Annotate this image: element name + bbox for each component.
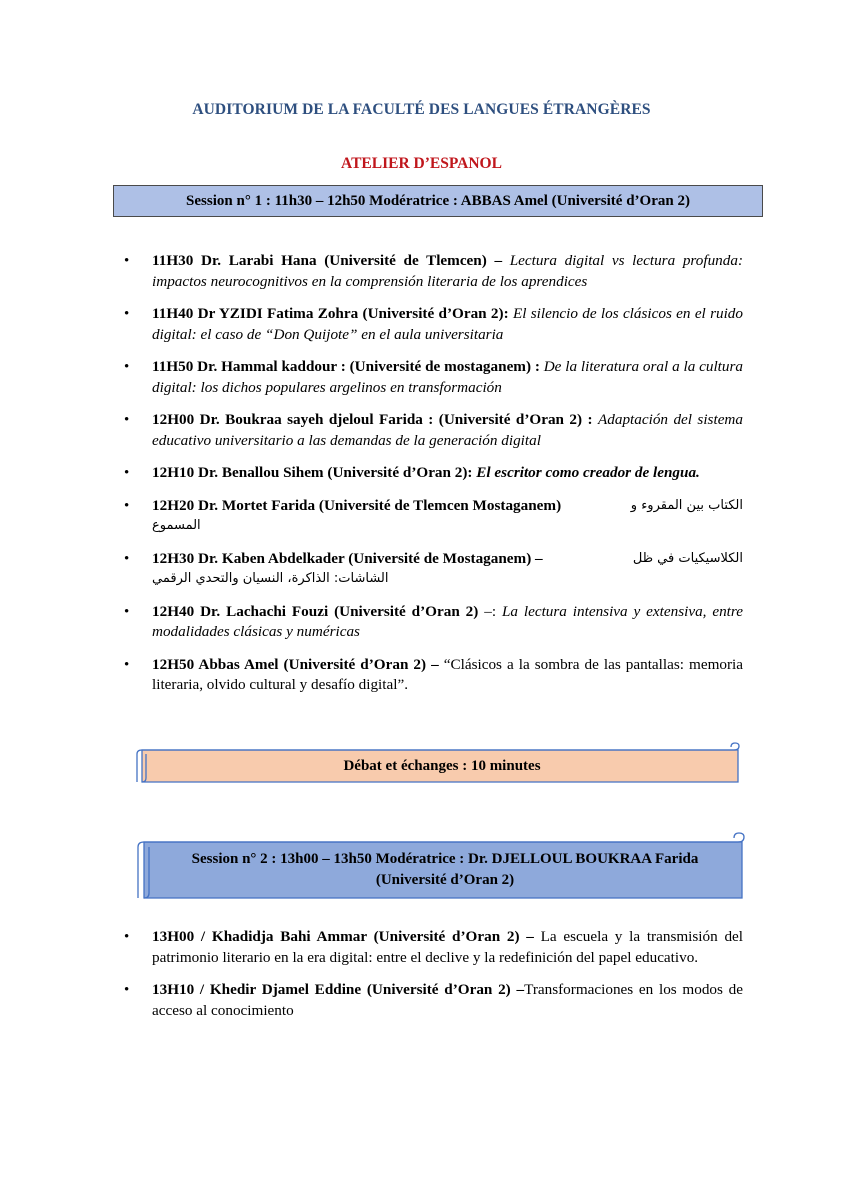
session-2-list <box>152 927 743 1021</box>
session-1-label: Session n° 1 : 11h30 – 12h50 Modératrice : ABBAS Amel (Université d’Oran 2) <box>186 192 690 209</box>
session-2-header <box>150 846 740 894</box>
talk-title-arabic: الكلاسيكيات في ظل <box>632 550 743 566</box>
talk-title-arabic-cont: المسموع <box>152 518 201 533</box>
speaker: 12H10 Dr. Benallou Sihem (Université d’Oran 2): <box>152 464 477 481</box>
talk-title: El silencio de los clásicos en el ruido digital: el caso de “Don Quijote” en el aula universitaria <box>152 305 743 343</box>
talk-title: Lectura digital vs lectura profunda: impactos neurocognitivos en la comprensión literaria de los aprendices <box>152 252 744 290</box>
speaker: 12H40 Dr. Lachachi Fouzi (Université d’Oran 2) <box>152 602 485 620</box>
talk-title: Transformaciones en los modos de acceso al conocimiento <box>152 981 743 1019</box>
list-item <box>152 410 743 451</box>
page-title: AUDITORIUM DE LA FACULTÉ DES LANGUES ÉTRANGÈRES <box>192 101 651 118</box>
speaker: 11H50 Dr. Hammal kaddour : (Université de mostaganem) : <box>152 358 544 375</box>
speaker: 12H50 Abbas Amel (Université d’Oran 2) – <box>152 655 444 673</box>
speaker: 11H30 Dr. Larabi Hana (Université de Tlemcen) – <box>152 252 510 269</box>
speaker: 13H10 / Khedir Djamel Eddine (Université d’Oran 2) – <box>152 981 525 998</box>
list-item <box>152 304 743 345</box>
speaker: 12H00 Dr. Boukraa sayeh djeloul Farida : (Université d’Oran 2) : <box>152 411 598 428</box>
list-item <box>152 602 743 643</box>
debate-label: Débat et échanges : 10 minutes <box>343 758 541 774</box>
speaker: 11H40 Dr YZIDI Fatima Zohra (Université d’Oran 2): <box>152 305 513 322</box>
list-item <box>152 655 743 696</box>
workshop-title: ATELIER D’ESPANOL <box>341 155 502 172</box>
talk-title-arabic: الكتاب بين المقروء و <box>630 497 743 513</box>
session-2-affiliation: (Université d’Oran 2) <box>375 872 515 888</box>
list-item <box>152 549 743 590</box>
talk-title: La lectura intensiva y extensiva, entre modalidades clásicas y numéricas <box>152 602 743 640</box>
list-item <box>152 496 743 537</box>
talk-title: El escritor como creador de lengua. <box>476 464 700 481</box>
speaker: 12H20 Dr. Mortet Farida (Université de Tlemcen Mostaganem) <box>152 496 562 514</box>
session-2-label: Session n° 2 : 13h00 – 13h50 Modératrice : Dr. DJELLOUL BOUKRAA Farida <box>191 851 699 867</box>
session-1-list <box>152 251 743 696</box>
speaker: 13H00 / Khadidja Bahi Ammar (Université d’Oran 2) – <box>152 928 541 945</box>
talk-title-arabic-cont: الشاشات: الذاكرة، النسيان والتحدي الرقمي <box>152 571 389 586</box>
talk-title: La escuela y la transmisión del patrimonio literario en la era digital: entre el declive y la redefinición del papel educativo. <box>152 928 743 966</box>
list-item <box>152 357 743 398</box>
separator: –: <box>484 602 502 620</box>
talk-title: “Clásicos a la sombra de las pantallas: memoria literaria, olvido cultural y desafío digital”. <box>152 655 743 693</box>
talk-title: Adaptación del sistema educativo universitario a las demandas de la generación digital <box>152 411 743 449</box>
list-item <box>152 251 743 292</box>
session-1-header <box>113 185 763 217</box>
list-item <box>152 927 743 968</box>
list-item <box>152 980 743 1021</box>
list-item <box>152 463 743 484</box>
speaker: 12H30 Dr. Kaben Abdelkader (Université de Mostaganem) – <box>152 549 543 567</box>
debate-banner <box>142 751 742 782</box>
talk-title: De la literatura oral a la cultura digital: los dichos populares argelinos en transformación <box>152 358 743 396</box>
